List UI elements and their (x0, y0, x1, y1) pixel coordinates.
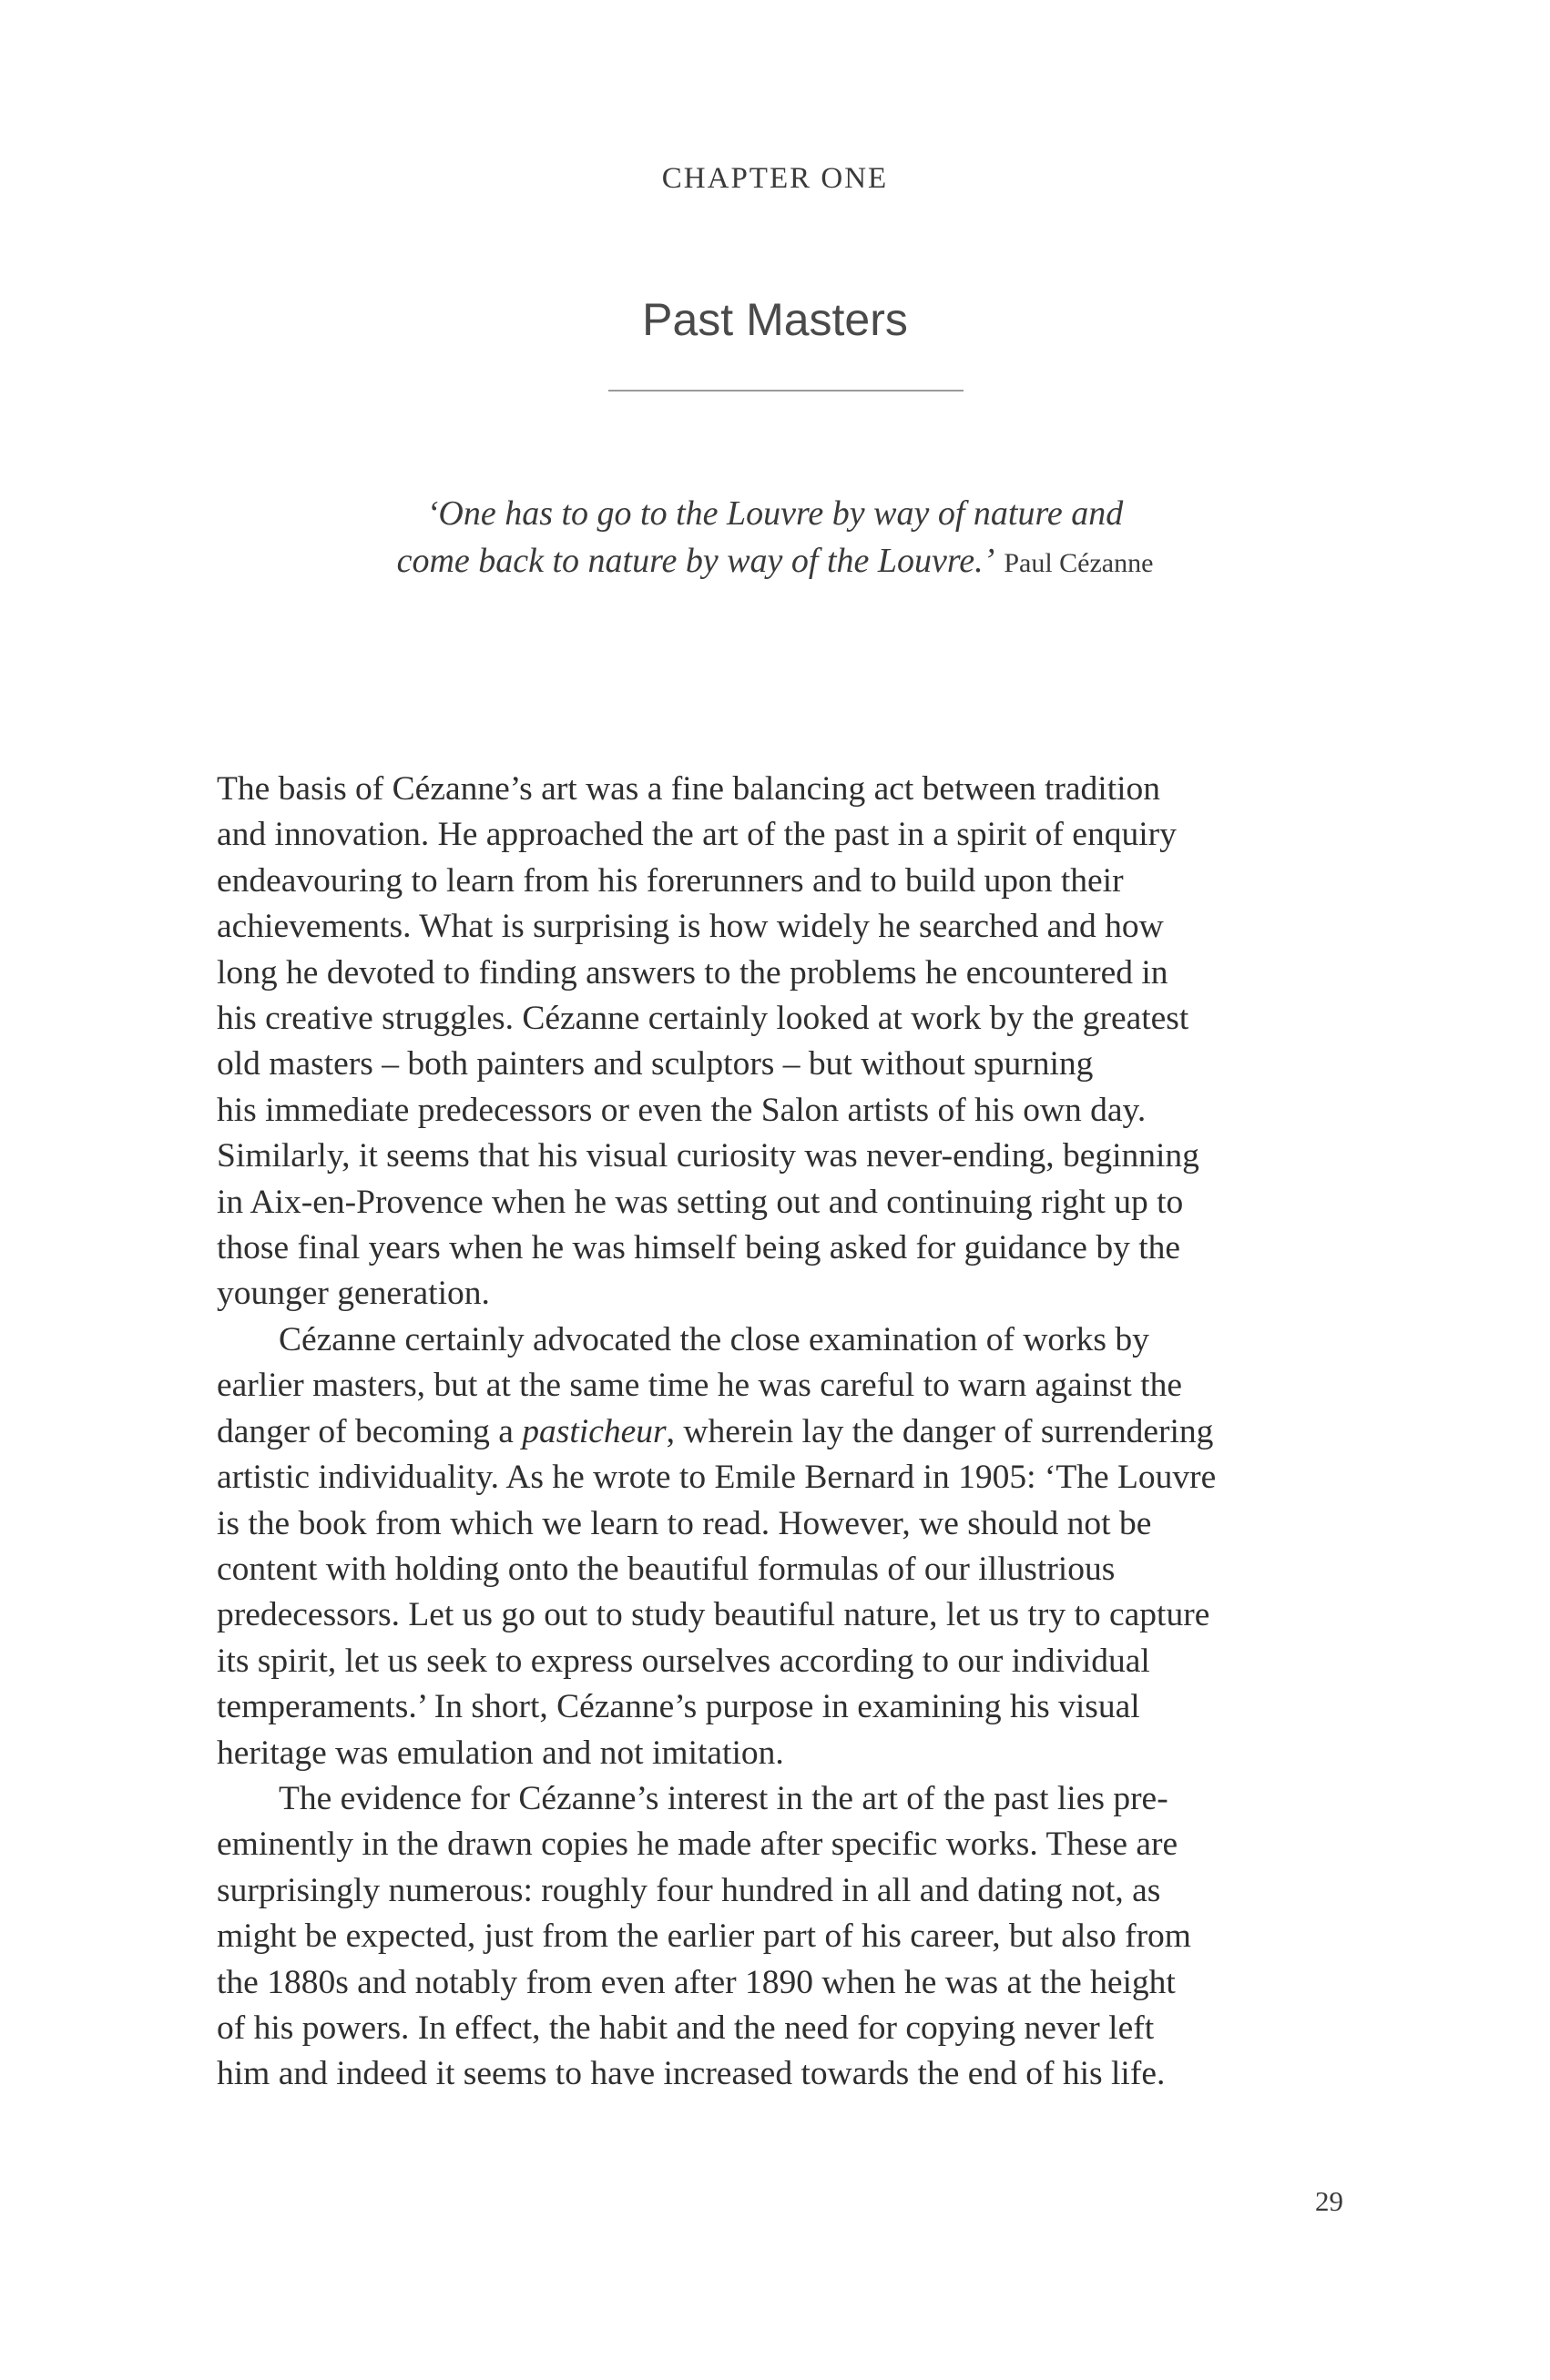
body-line (217, 1409, 1366, 1455)
chapter-label: CHAPTER ONE (661, 162, 889, 195)
body-line: those final years when he was himself being asked for guidance by the (217, 1229, 1181, 1267)
pasticheur-italic: pasticheur (522, 1412, 667, 1450)
body-line: in Aix-en-Provence when he was setting out and continuing right up to (217, 1183, 1184, 1221)
body-line: Cézanne certainly advocated the close examination of works by (279, 1320, 1149, 1358)
body-line: The basis of Cézanne’s art was a fine balancing act between tradition (217, 770, 1161, 808)
body-line-start: danger of becoming a (217, 1412, 523, 1450)
body-line: content with holding onto the beautiful formulas of our illustrious (217, 1550, 1116, 1588)
body-line: his immediate predecessors or even the Salon artists of his own day. (217, 1091, 1147, 1129)
body-line: and innovation. He approached the art of the past in a spirit of enquiry (217, 816, 1177, 854)
epigraph-line-2: come back to nature by way of the Louvre.’ (396, 542, 995, 580)
body-line: is the book from which we learn to read. However, we should not be (217, 1504, 1152, 1542)
body-text (217, 767, 1366, 2098)
body-line: The evidence for Cézanne’s interest in the art of the past lies pre- (279, 1779, 1168, 1817)
body-line: him and indeed it seems to have increased towards the end of his life. (217, 2055, 1166, 2093)
body-line: heritage was emulation and not imitation. (217, 1734, 784, 1772)
body-line: Similarly, it seems that his visual curiosity was never-ending, beginning (217, 1137, 1199, 1175)
body-line: artistic individuality. As he wrote to Emile Bernard in 1905: ‘The Louvre (217, 1459, 1217, 1497)
epigraph-attribution: Paul Cézanne (1004, 548, 1154, 578)
body-line: surprisingly numerous: roughly four hundred in all and dating not, as (217, 1871, 1161, 1909)
body-line: eminently in the drawn copies he made after specific works. These are (217, 1826, 1178, 1864)
body-line: predecessors. Let us go out to study beautiful nature, let us try to capture (217, 1596, 1210, 1634)
body-line: younger generation. (217, 1275, 490, 1313)
body-line: its spirit, let us seek to express ourselves according to our individual (217, 1642, 1150, 1680)
body-line: of his powers. In effect, the habit and the need for copying never left (217, 2009, 1155, 2047)
title-rule (608, 390, 964, 392)
body-line: long he devoted to finding answers to the problems he encountered in (217, 953, 1168, 992)
body-line: his creative struggles. Cézanne certainly looked at work by the greatest (217, 1000, 1189, 1038)
body-line-end: , wherein lay the danger of surrendering (666, 1412, 1214, 1450)
body-line: the 1880s and notably from even after 1890 when he was at the height (217, 1963, 1176, 2001)
body-line: old masters – both painters and sculptors – but without spurning (217, 1045, 1094, 1083)
body-line: might be expected, just from the earlier part of his career, but also from (217, 1917, 1191, 1956)
body-line: achievements. What is surprising is how widely he searched and how (217, 908, 1164, 946)
page-number: 29 (1315, 2185, 1343, 2217)
epigraph-line-1: ‘One has to go to the Louvre by way of nature and (426, 494, 1124, 533)
chapter-title: Past Masters (642, 294, 908, 345)
body-line: endeavouring to learn from his forerunners and to build upon their (217, 861, 1124, 900)
body-line: temperaments.’ In short, Cézanne’s purpose in examining his visual (217, 1688, 1140, 1726)
epigraph-line-2-wrap (397, 542, 1154, 580)
epigraph (273, 490, 1277, 587)
body-line: earlier masters, but at the same time he was careful to warn against the (217, 1367, 1182, 1405)
